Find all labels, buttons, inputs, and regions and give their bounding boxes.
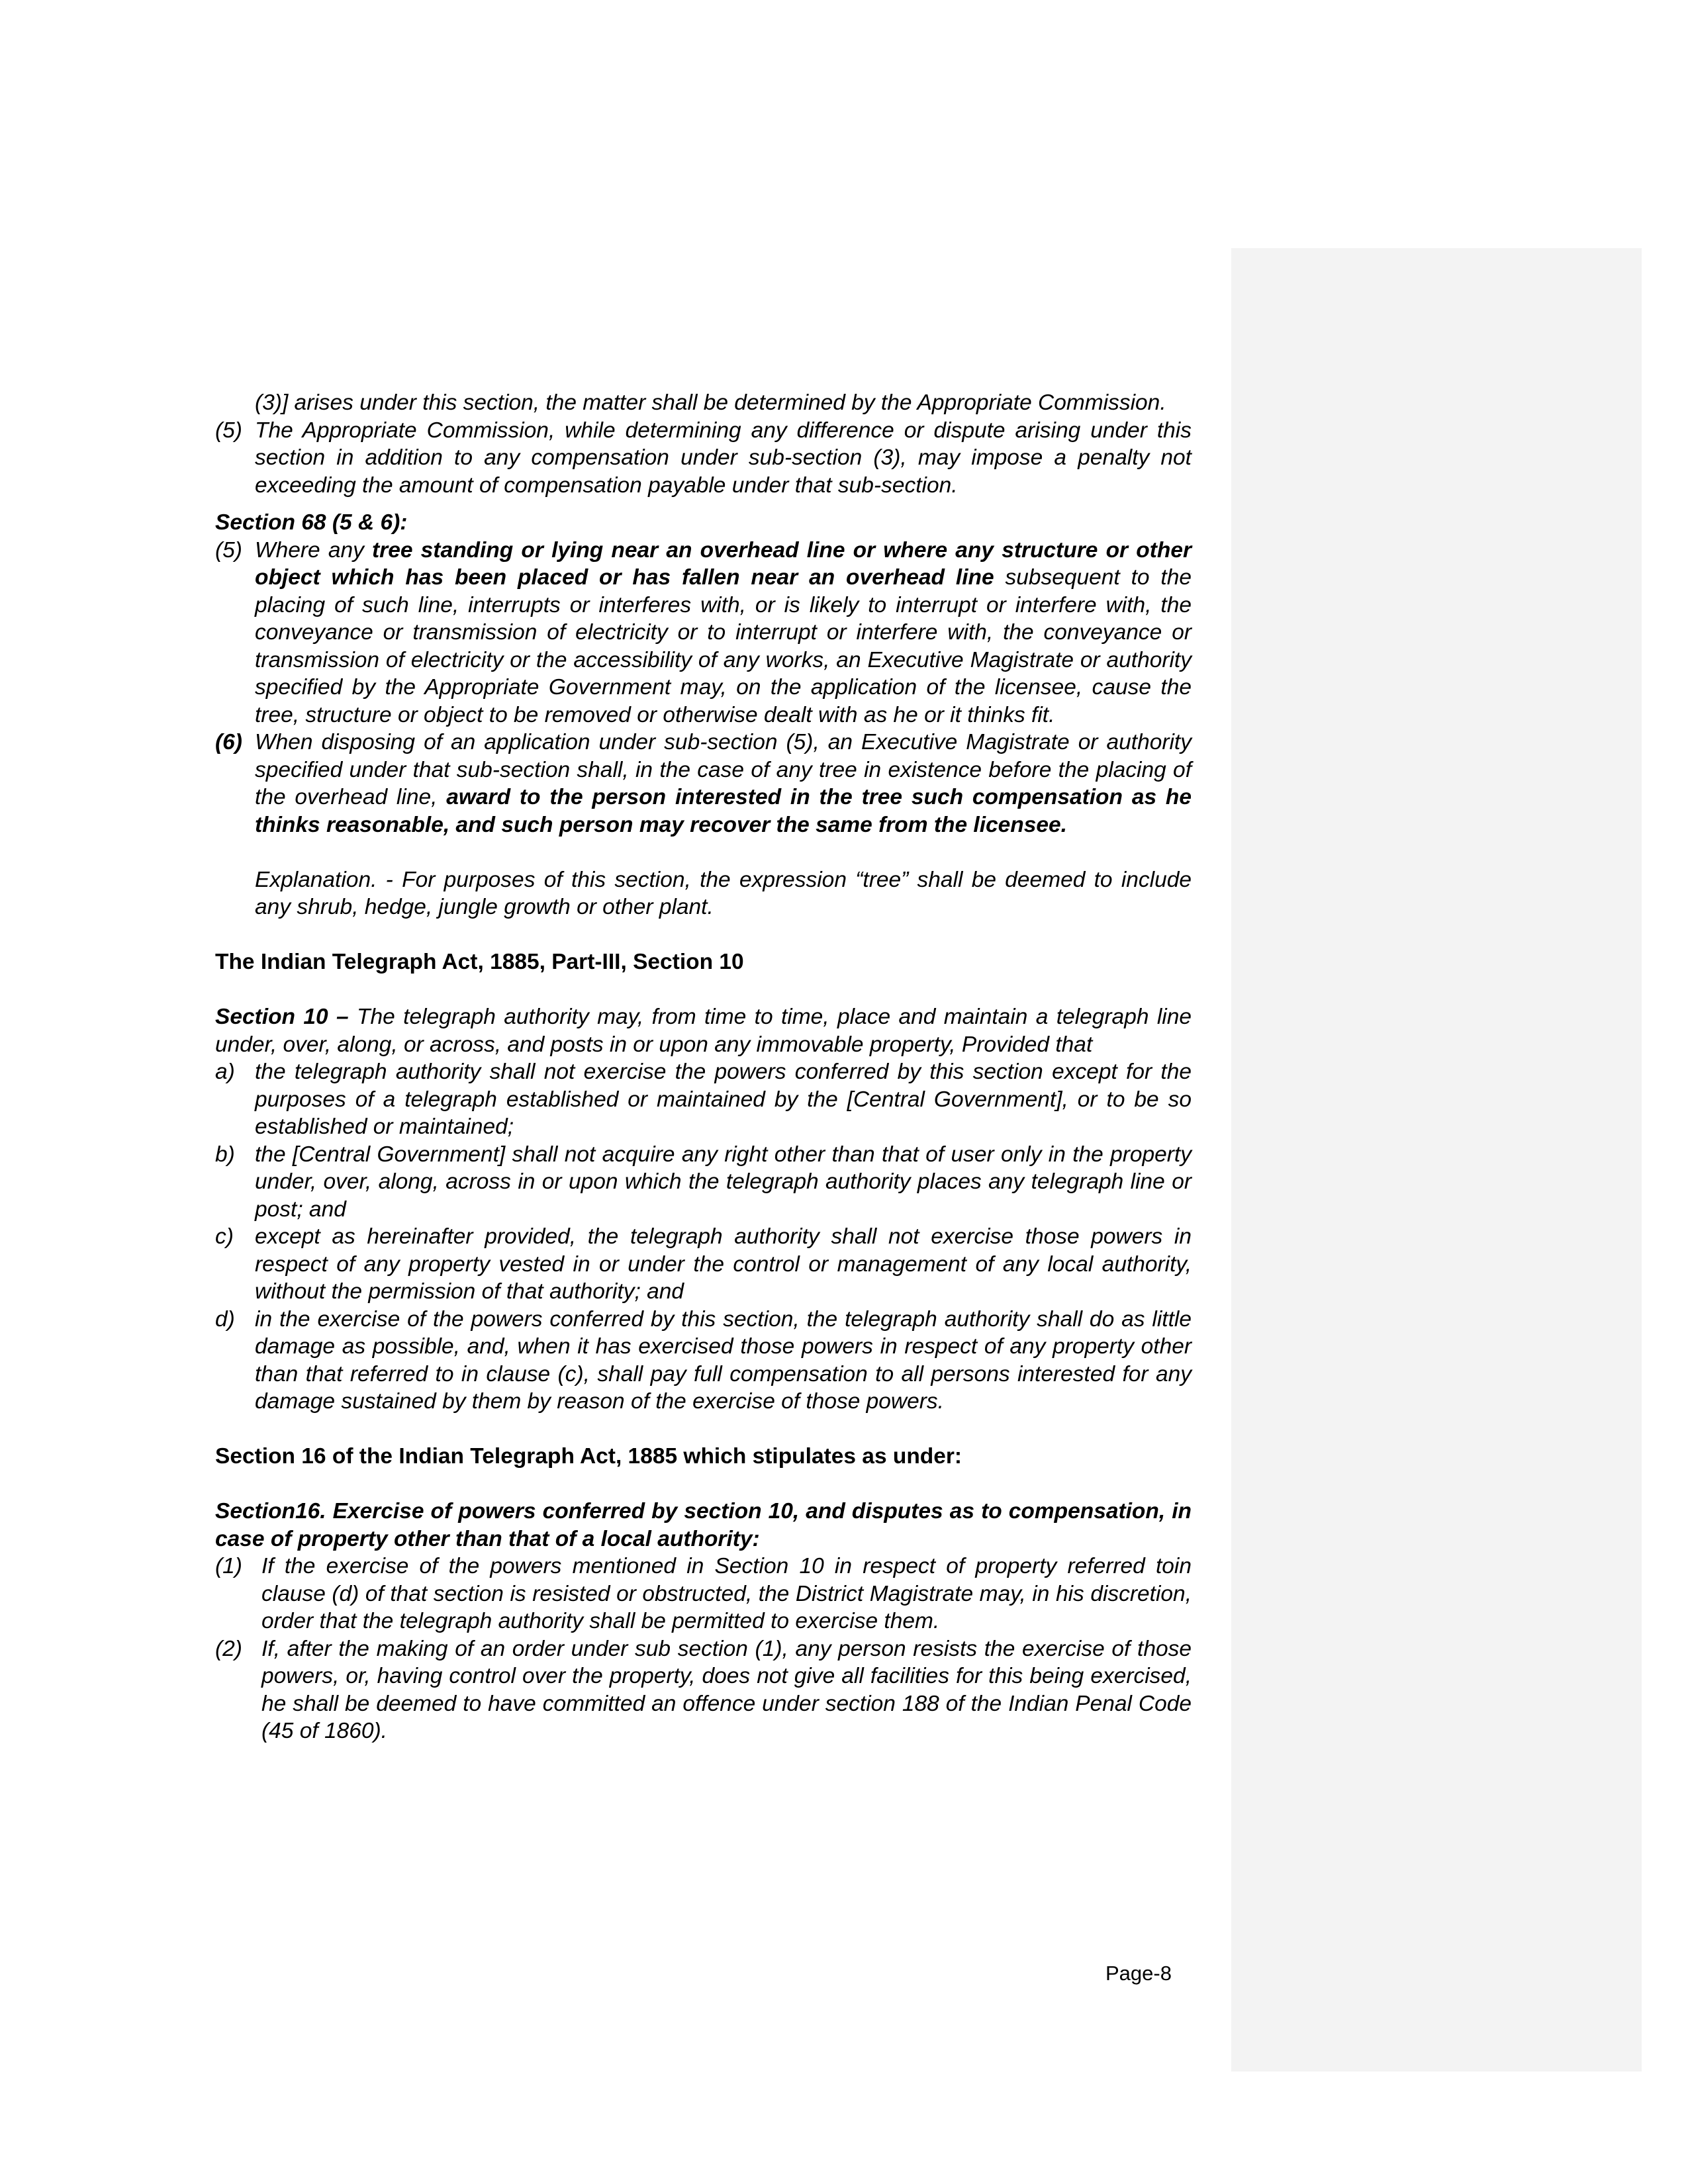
explanation: Explanation. - For purposes of this section, the expression “tree” shall be deemed to include any shrub, hedge, jungle growth or other plant. <box>255 867 1192 919</box>
section-68-heading: Section 68 (5 & 6): <box>215 510 408 535</box>
section-68-sub-6 <box>215 729 1192 839</box>
list-item: (2) If, after the making of an order under sub section (1), any person resists the exercise of those powers, or, having control over the property, does not give all facilities for this being exercised, he shall be deemed to have committed an offence under section 188 of the Indian Penal Code (45 of 1860). <box>215 1636 1192 1743</box>
section-68-sub-5 <box>215 537 1192 729</box>
subsection-text: The Appropriate Commission, while determining any difference or dispute arising under this section in addition to any compensation under sub-section (3), may impose a penalty not exceeding the amount of compensation payable under that sub-section. <box>255 418 1192 498</box>
emphasis-text: tree standing or lying near an overhead line or where any structure or other object which has been placed or has fallen near an overhead line <box>255 537 1192 590</box>
section-16-heading: Section 16 of the Indian Telegraph Act, 1885 which stipulates as under: <box>215 1444 962 1469</box>
subsection-text: Where any tree standing or lying near an overhead line or where any structure or other object which has been placed or has fallen near an overhead line subsequent to the placing of such line, interrupts or interferes with, or is likely to interrupt or interfere with, the conveyance or transmission of electricity or to interrupt or interfere with, the conveyance or transmission of electricity or the accessibility of any works, an Executive Magistrate or authority specified by the Appropriate Government may, on the application of the licensee, cause the tree, structure or object to be removed or otherwise dealt with as he or it thinks fit. <box>255 537 1192 727</box>
list-item: d) in the exercise of the powers conferred by this section, the telegraph authority shall do as little damage as possible, and, when it has exercised those powers in respect of any property other than that referred to in clause (c), shall pay full compensation to all persons interested for any damage sustained by them by reason of the exercise of those powers. <box>215 1306 1192 1414</box>
subsection-5 <box>215 417 1192 500</box>
list-item: b) the [Central Government] shall not acquire any right other than that of user only in the property under, over, along, across in or upon which the telegraph authority places any telegraph line or post; and <box>215 1142 1192 1222</box>
list-item: c) except as hereinafter provided, the telegraph authority shall not exercise those powers in respect of any property vested in or under the control or management of any local authority, without the permission of that authority; and <box>215 1224 1192 1304</box>
subsection-text: When disposing of an application under sub-section (5), an Executive Magistrate or authority specified under that sub-section shall, in the case of any tree in existence before the placing of the overhead line, award to the person interested in the tree such compensation as he thinks reasonable, and such person may recover the same from the licensee. <box>255 730 1192 837</box>
section-16-list <box>215 1553 1192 1745</box>
page-number: Page-8 <box>1105 1962 1172 1985</box>
comment-pane <box>1231 248 1642 2071</box>
section-16-title: Section16. Exercise of powers conferred by section 10, and disputes as to compensation, in case of property other than that of a local authority: <box>215 1499 1192 1551</box>
emphasis-text: award to the person interested in the tree such compensation as he thinks reasonable, and such person may recover the same from the licensee. <box>255 785 1192 837</box>
list-item: (1) If the exercise of the powers mentioned in Section 10 in respect of property referred toin clause (d) of that section is resisted or obstructed, the District Magistrate may, in his discretion, order that the telegraph authority shall be permitted to exercise them. <box>215 1554 1192 1633</box>
subsection-label: (5) <box>215 418 242 443</box>
section-10-list <box>215 1058 1192 1416</box>
telegraph-act-heading: The Indian Telegraph Act, 1885, Part-III, Section 10 <box>215 950 744 974</box>
paragraph-4-continuation: (3)] arises under this section, the matter shall be determined by the Appropriate Commission. <box>255 390 1166 415</box>
subsection-label: (6) <box>215 730 242 754</box>
subsection-label: (5) <box>215 537 242 563</box>
document-body <box>215 389 1192 1745</box>
section-10-intro: Section 10 – The telegraph authority may, from time to time, place and maintain a telegraph line under, over, along, or across, and posts in or upon any immovable property, Provided that <box>215 1005 1192 1057</box>
section-10-lead: Section 10 – <box>215 1005 349 1029</box>
list-item: a) the telegraph authority shall not exercise the powers conferred by this section except for the purposes of a telegraph established or maintained by the [Central Government], or to be so established or maintained; <box>215 1060 1192 1139</box>
